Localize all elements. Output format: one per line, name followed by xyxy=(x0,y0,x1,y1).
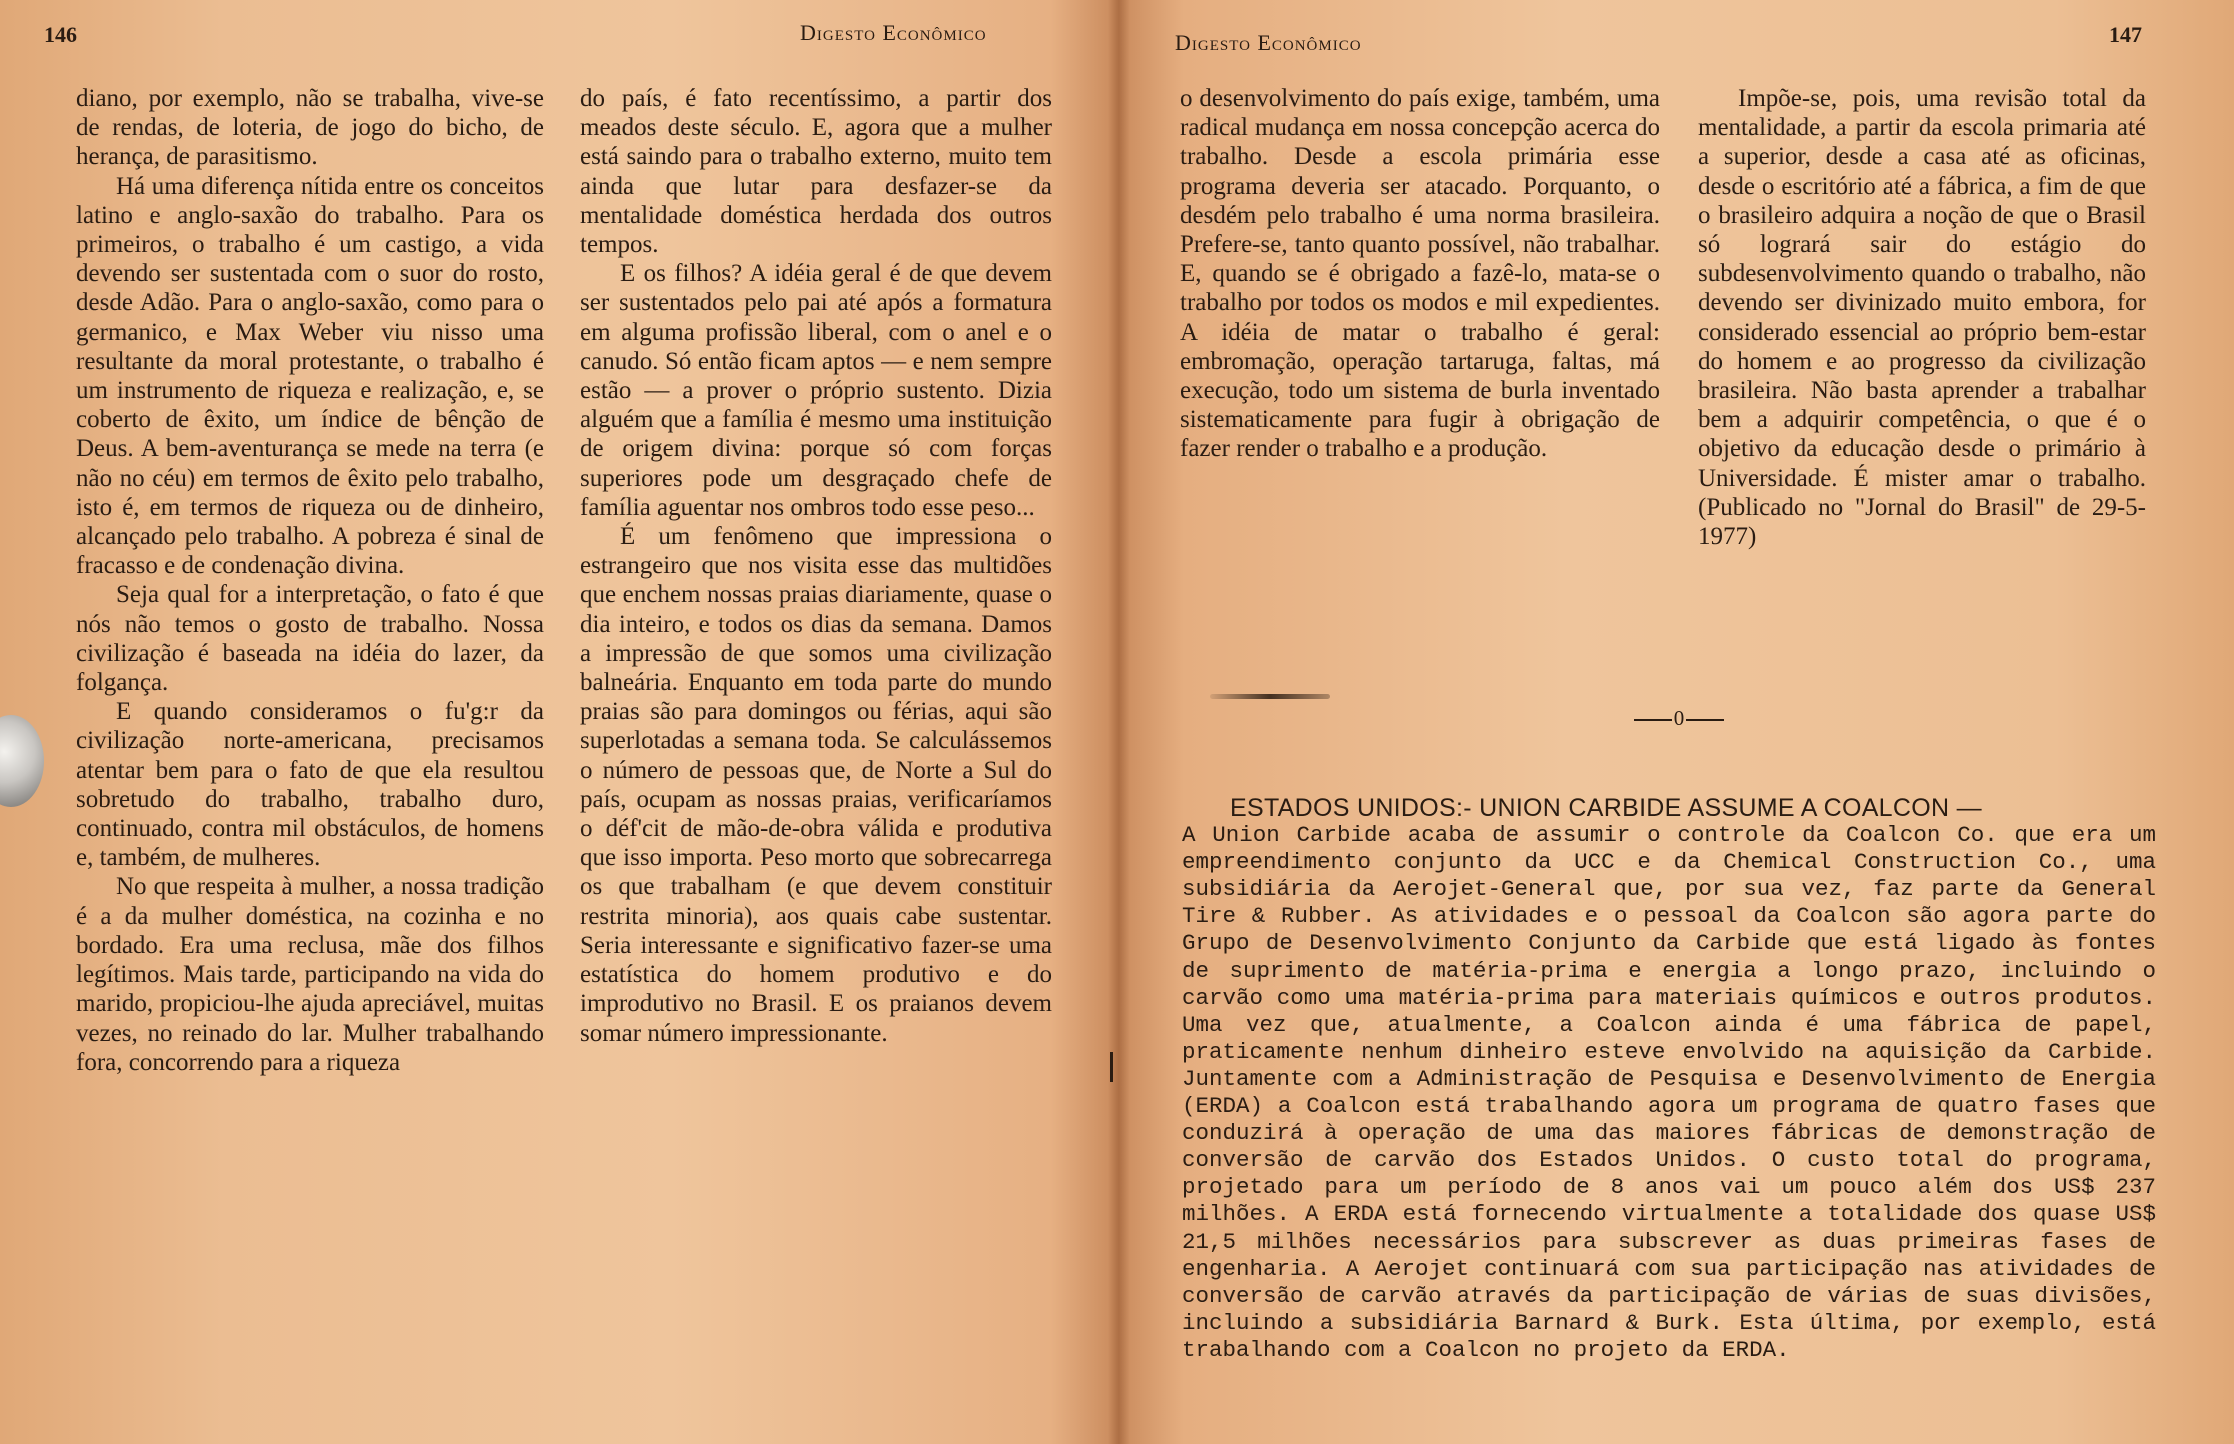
right-column-2 xyxy=(1698,84,2146,551)
paragraph: E os filhos? A idéia geral é de que devem ser sustentados pelo pai até após a formatura em alguma profissão liberal, com o anel e o canudo. Só então ficam aptos — e nem sempre estão — a prover o próprio sustento. Dizia alguém que a família é mesmo uma instituição de origem divina: porque só com forças superiores pode um desgraçado chefe de família aguentar nos ombros todo esse peso... xyxy=(580,260,1052,521)
left-column-2 xyxy=(580,84,1052,1048)
left-column-1 xyxy=(76,84,544,1077)
left-running-head: Digesto Econômico xyxy=(800,20,987,45)
news-headline: ESTADOS UNIDOS:- UNION CARBIDE ASSUME A COALCON — xyxy=(1230,794,1982,822)
paragraph: Seja qual for a interpretação, o fato é que nós não temos o gosto de trabalho. Nossa civilização é baseada na idéia do lazer, da folgança. xyxy=(76,581,544,697)
news-body: A Union Carbide acaba de assumir o controle da Coalcon Co. que era um empreendimento conjunto da UCC e da Chemical Construction Co., uma subsidiária da Aerojet-General que, por sua vez, faz parte da General Tire & Rubber. As atividades e o pessoal da Coalcon são agora parte do Grupo de Desenvolvimento Conjunto da Carbide que está ligado às fontes de suprimento de matéria-prima e energia a longo prazo, incluindo o carvão como uma matéria-prima para materiais químicos e outros produtos. Uma vez que, atualmente, a Coalcon ainda é uma fábrica de papel, praticamente nenhum dinheiro esteve envolvido na aquisição da Carbide. Juntamente com a Administração de Pesquisa e Desenvolvimento de Energia (ERDA) a Coalcon está trabalhando agora um programa de quatro fases que conduzirá à operação de uma das maiores fábricas de demonstração de conversão de carvão dos Estados Unidos. O custo total do programa, projetado para um período de 8 anos vai um pouco além dos US$ 237 milhões. A ERDA está fornecendo virtualmente a totalidade dos quase US$ 21,5 milhões necessários para subscrever as duas primeiras fases de engenharia. A Aerojet continuará com sua participação nas atividades de conversão de carvão através da participação de várias de suas divisões, incluindo a subsidiária Barnard & Burk. Esta última, por exemplo, está trabalhando com a Coalcon no projeto da ERDA. xyxy=(1182,822,2156,1363)
paragraph: E quando consideramos o fu'g:r da civilização norte-americana, precisamos atentar bem para o fato de que ela resultou sobretudo do trabalho, trabalho duro, continuado, contra mil obstáculos, de homens e, também, de mulheres. xyxy=(76,698,544,872)
separator-mark: 0 xyxy=(1673,706,1685,730)
right-page-number: 147 xyxy=(2109,22,2142,47)
paragraph: do país, é fato recentíssimo, a partir dos meados deste século. E, agora que a mulher está saindo para o trabalho externo, muito tem ainda que lutar para desfazer-se da mentalidade doméstica herdada dos outros tempos. xyxy=(580,85,1052,259)
paragraph: Impõe-se, pois, uma revisão total da mentalidade, a partir da escola primaria até a superior, desde a casa até as oficinas, desde o escritório até a fábrica, a fim de que o brasileiro adquira a noção de que o Brasil só logrará sair do estágio do subdesenvolvimento quando o trabalho, não devendo ser divinizado muito embora, for considerado essencial ao próprio bem-estar do homem e ao progresso da civilização brasileira. Não basta aprender a trabalhar bem a adquirir competência, o que é o objetivo da educação desde o primário à Universidade. É mister amar o trabalho. (Publicado no "Jornal do Brasil" de 29-5-1977) xyxy=(1698,85,2146,551)
right-column-1 xyxy=(1180,84,1660,464)
left-page xyxy=(0,0,1115,1444)
ink-smudge xyxy=(1210,694,1330,699)
section-separator xyxy=(1614,706,1744,736)
paragraph: No que respeita à mulher, a nossa tradição é a da mulher doméstica, na cozinha e no bordado. Era uma reclusa, mãe dos filhos legítimos. Mais tarde, participando na vida do marido, propiciou-lhe ajuda apreciável, muitas vezes, no reinado do lar. Mulher trabalhando fora, concorrendo para a riqueza xyxy=(76,873,544,1076)
paragraph: É um fenômeno que impressiona o estrangeiro que nos visita esse das multidões que enchem nossas praias diariamente, quase o dia inteiro, e todos os dias da semana. Damos a impressão de que somos uma civilização balneária. Enquanto em toda parte do mundo praias são para domingos ou férias, aqui são superlotadas a semana toda. Se calculássemos o número de pessoas que, de Norte a Sul do país, ocupam as nossas praias, verificaríamos o déf'cit de mão-de-obra válida e produtiva que isso importa. Peso morto que sobrecarrega os que trabalham (e que devem constituir restrita minoria), aos quais cabe sustentar. Seria interessante e significativo fazer-se uma estatística do homem produtivo e do improdutivo no Brasil. E os praianos devem somar número impressionante. xyxy=(580,523,1052,1047)
separator-line xyxy=(1634,719,1672,721)
left-page-number: 146 xyxy=(44,22,77,47)
paragraph: diano, por exemplo, não se trabalha, vive-se de rendas, de loteria, de jogo do bicho, de herança, de parasitismo. xyxy=(76,85,544,171)
news-item xyxy=(1182,795,2156,1364)
margin-mark xyxy=(1110,1052,1113,1082)
right-running-head: Digesto Econômico xyxy=(1175,30,1362,55)
paragraph: Há uma diferença nítida entre os conceitos latino e anglo-saxão do trabalho. Para os primeiros, o trabalho é um castigo, a vida devendo ser sustentada com o suor do rosto, desde Adão. Para o anglo-saxão, como para o germanico, e Max Weber viu nisso uma resultante da moral protestante, o trabalho é um instrumento de riqueza e realização, e, se coberto de êxito, um índice de bênção de Deus. A bem-aventurança se mede na terra (e não no céu) em termos de êxito pelo trabalho, isto é, em termos de riqueza ou de dinheiro, alcançado pelo trabalho. A pobreza é sinal de fracasso e de condenação divina. xyxy=(76,172,544,580)
paragraph: o desenvolvimento do país exige, também, uma radical mudança em nossa concepção acerca do trabalho. Desde a escola primária esse programa deveria ser atacado. Porquanto, o desdém pelo trabalho é uma norma brasileira. Prefere-se, tanto quanto possível, não trabalhar. E, quando se é obrigado a fazê-lo, mata-se o trabalho por todos os modos e mil expedientes. A idéia de matar o trabalho é geral: embromação, operação tartaruga, faltas, má execução, todo um sistema de burla inventado sistematicamente para fugir à obrigação de fazer render o trabalho e a produção. xyxy=(1180,85,1660,463)
separator-line xyxy=(1686,719,1724,721)
